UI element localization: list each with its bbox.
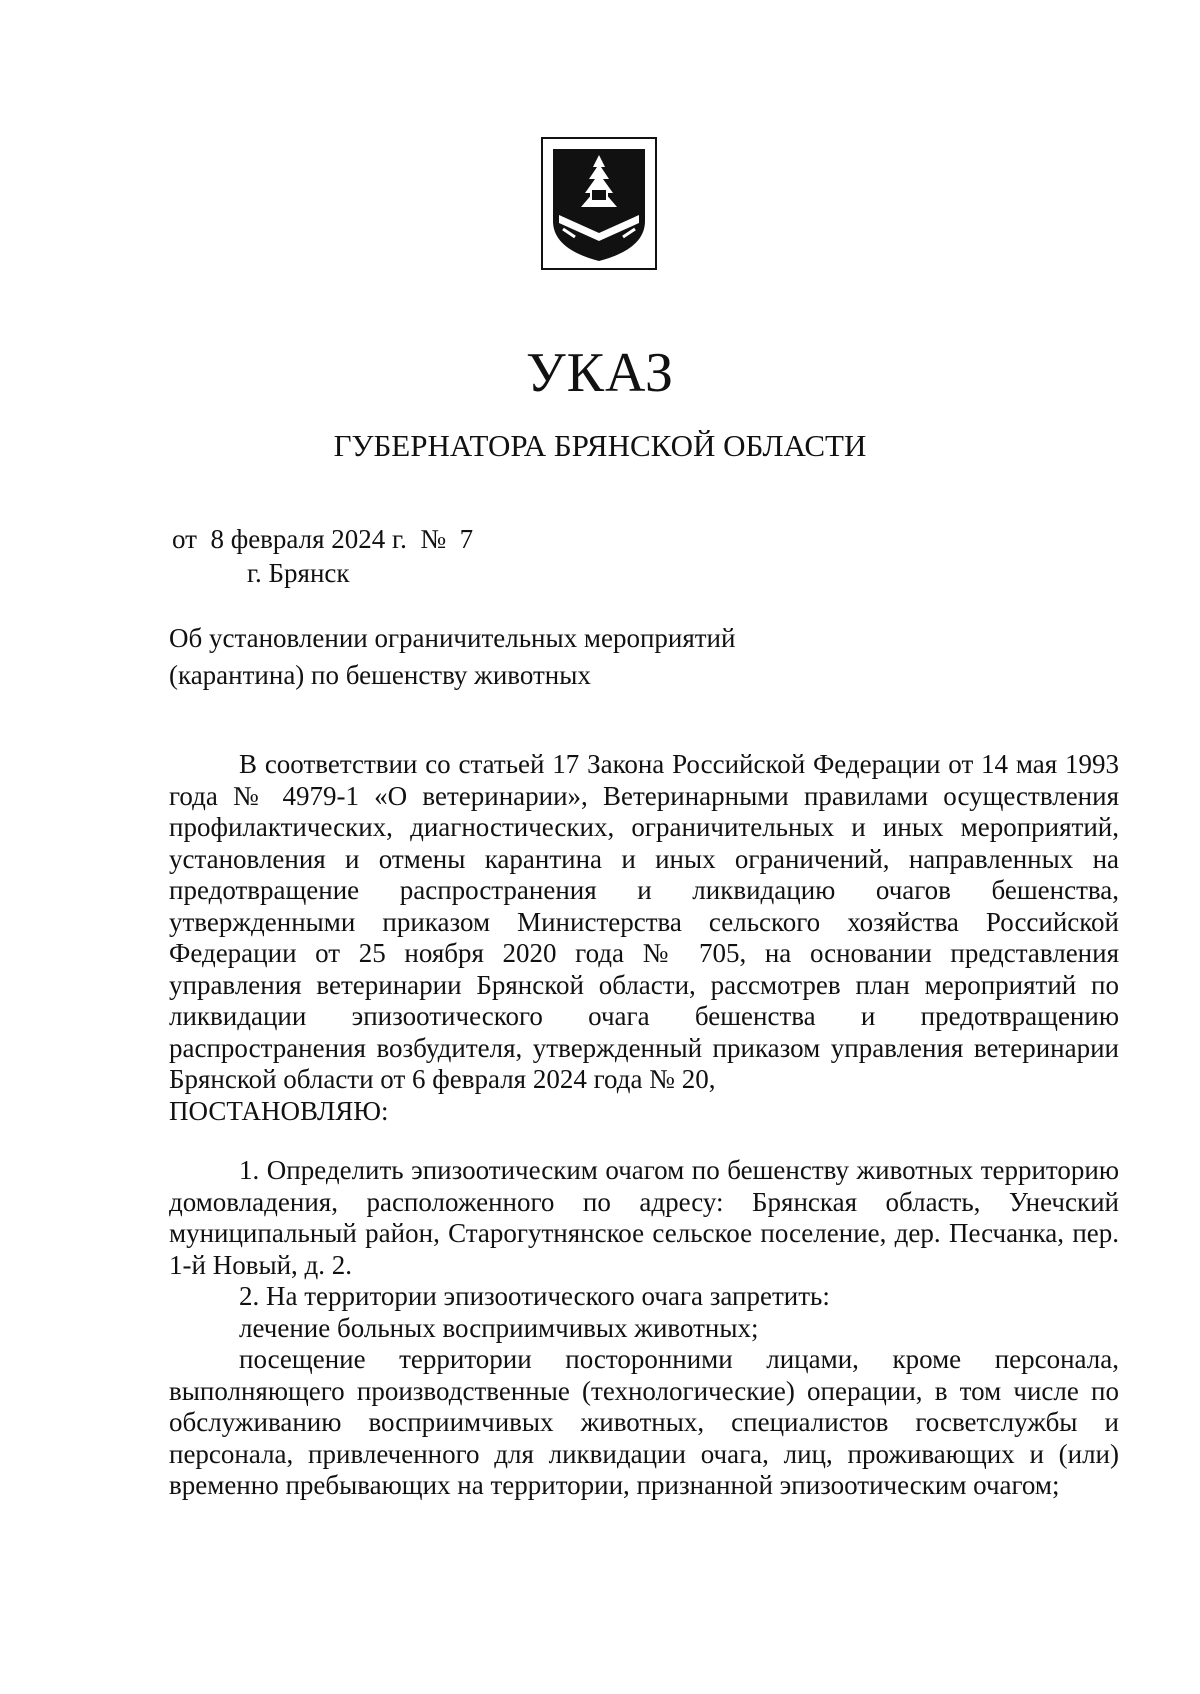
item-2-subitem: лечение больных восприимчивых животных; bbox=[239, 1312, 759, 1343]
decree-word: ПОСТАНОВЛЯЮ: bbox=[169, 1095, 389, 1126]
subject-block bbox=[169, 620, 735, 694]
coat-of-arms-icon bbox=[541, 137, 657, 270]
issuer-title: ГУБЕРНАТОРА БРЯНСКОЙ ОБЛАСТИ bbox=[333, 428, 867, 463]
subject-line: Об установлении ограничительных мероприятий bbox=[169, 623, 736, 653]
subject-line: (карантина) по бешенству животных bbox=[169, 660, 591, 690]
item-2-paragraph: 2. На территории эпизоотического очага запретить: bbox=[239, 1281, 830, 1311]
date-number-line: от 8 февраля 2024 г. № 7 bbox=[172, 524, 474, 554]
city-line: г. Брянск bbox=[247, 558, 350, 588]
document-body bbox=[169, 749, 1119, 1502]
item-2-subitem: посещение территории посторонними лицами, кроме персонала, выполняющего производственные (технологические) операции, в том числе по обслуживанию восприимчивых животных, специалистов госветслужбы и персонала, привлеченного для ликвидации очага, лиц, проживающих и (или) временно пребывающих на территории, признанной эпизоотическим очагом; bbox=[169, 1344, 1119, 1500]
preamble-paragraph: В соответствии со статьей 17 Закона Российской Федерации от 14 мая 1993 года № 4979-1 «О ветеринарии», Ветеринарными правилами осуществления профилактических, диагностических, ограничительных и иных мероприятий, установления и отмены карантина и иных ограничений, направленных на предотвращение распространения и ликвидацию очагов бешенства, утвержденными приказом Министерства сельского хозяйства Российской Федерации от 25 ноября 2020 года № 705, на основании представления управления ветеринарии Брянской области, рассмотрев план мероприятий по ликвидации эпизоотического очага бешенства и предотвращению распространения возбудителя, утвержденный приказом управления ветеринарии Брянской области от 6 февраля 2024 года № 20, bbox=[169, 749, 1119, 1094]
item-1-paragraph: 1. Определить эпизоотическим очагом по бешенству животных территорию домовладения, расположенного по адресу: Брянская область, Унечский муниципальный район, Старогутнянское сельское поселение, дер. Песчанка, пер. 1-й Новый, д. 2. bbox=[169, 1155, 1119, 1280]
document-type-title: УКАЗ bbox=[525, 342, 675, 404]
